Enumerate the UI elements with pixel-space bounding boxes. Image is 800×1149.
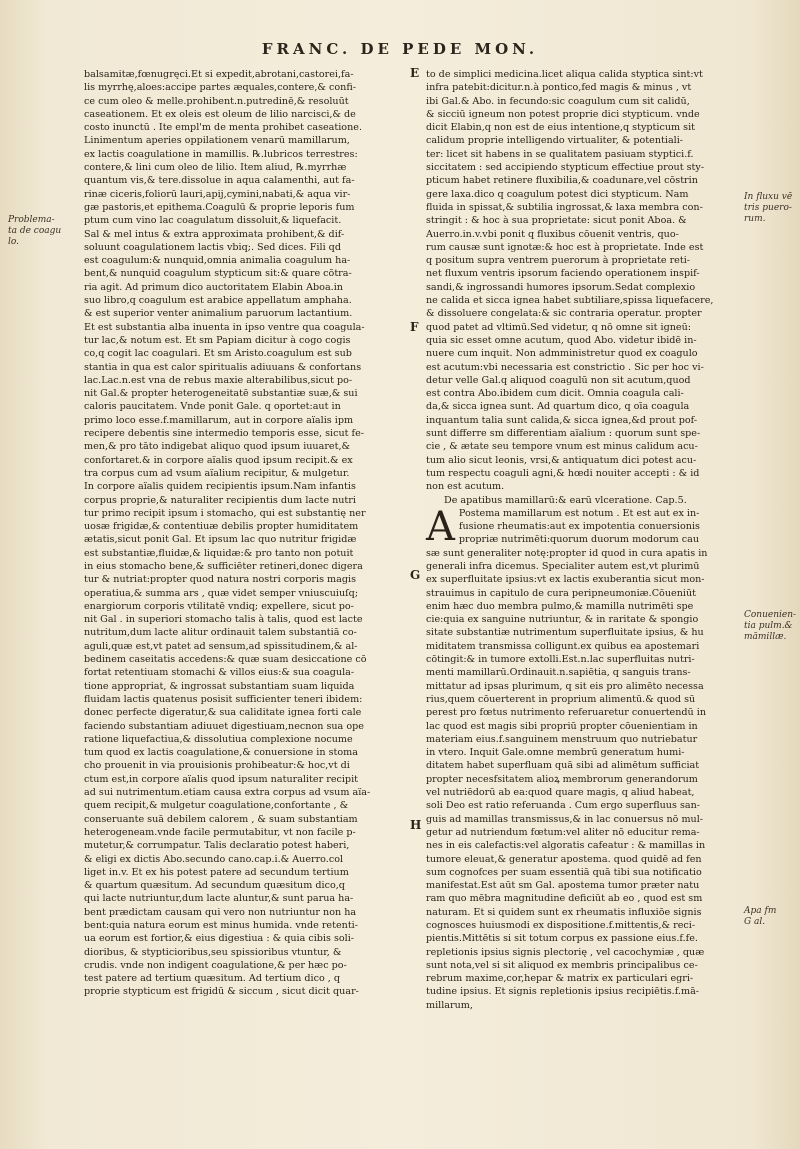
text-line: ex superfluitate ipsius:vt ex lactis exuberantia sicut mon- (426, 574, 705, 586)
text-line: propriæ nutrimēti:quorum duorum modorum cau (458, 534, 700, 546)
page-header: FRANC. DE PEDE MON. (261, 40, 539, 58)
text-line: qui lacte nutriuntur,dum lacte aluntur,& sunt parua ha- (84, 893, 354, 905)
text-line: tum respectu coaguli agni,& hœdi nouiter accepti : & id (426, 467, 700, 479)
text-line: bent:quia natura eorum est minus humida. vnde retenti- (84, 920, 358, 931)
text-line: heterogeneam.vnde facile permutabitur, vt non facile p- (84, 826, 356, 838)
text-line: test patere ad tertium quæsitum. Ad tertium dico , q (84, 973, 341, 985)
text-line: Auerro.in.v.vbi ponit q fluxibus cōuenit ventris, quo- (426, 228, 679, 240)
text-line: da,& sicca ignea sunt. Ad quartum dico, q oīa coagula (426, 401, 690, 413)
text-line: ter: licet sit habens in se qualitatem pasiuam styptici.f. (426, 148, 694, 160)
text-line: quia sic esset omne acutum, quod Abo. videtur ibidē in- (426, 334, 697, 346)
text-line: mittatur ad ipsas plurimum, q sit eis pro alimēto necessa (426, 680, 704, 692)
text-line: corpus proprie,& naturaliter recipientis dum lacte nutri (84, 494, 356, 506)
text-line: cho prouenit in via prouisionis prohibeatur:& hoc,vt di (84, 760, 350, 772)
text-line: tudine ipsius. Et signis repletionis ipsius recipiētis.f.mā- (426, 986, 700, 998)
text-line: generali infra dicemus. Specialiter autem est,vt plurimū (426, 560, 700, 572)
text-line: quantum vis,& tere.dissolue in aqua calamenthi, aut fa- (84, 175, 355, 187)
text-line: ætatis,sicut ponit Gal. Et ipsum lac quo nutritur frigidæ (84, 534, 357, 546)
text-line: materiam eius.f.sanguinem menstruum quo nutriebatur (426, 733, 698, 745)
text-line: nutritum,dum lacte alitur ordinauit talem substantiā co- (84, 627, 357, 639)
text-line: millarum, (426, 999, 473, 1011)
text-line: caseationem. Et ex oleis est oleum de lilio narcisci,& de (84, 108, 356, 120)
text-line: dioribus, & stypticioribus,seu spissioribus vtuntur, & (84, 946, 342, 958)
text-line: est substantiæ,fluidæ,& liquidæ:& pro tanto non potuit (84, 547, 354, 559)
text-line: Postema mamillarum est notum . Et est aut ex in- (458, 507, 700, 519)
text-line: tum alio sicut leonis, vrsi,& antiquatum dici potest acu- (426, 454, 697, 466)
text-line: gæ pastoris,et epithema.Coagulū & proprie leporis fum (84, 201, 355, 213)
text-line: & quartum quæsitum. Ad secundum quæsitum dico,q (84, 880, 345, 892)
text-line: getur ad nutriendum fœtum:vel aliter nō educitur rema- (426, 826, 700, 838)
text-line: ne calida et sicca ignea habet subtiliare,spissa liquefacere, (426, 295, 714, 307)
text-line: ua eorum est fortior,& eius digestiua : & quia cibis soli- (84, 933, 355, 945)
text-line: est coagulum:& nunquid,omnia animalia coagulum ha- (84, 255, 351, 267)
text-line: ibi Gal.& Abo. in fecundo:sic coagulum cum sit calidū, (426, 95, 690, 107)
section-letter-g: G (410, 568, 421, 582)
text-line: nit Gal.& propter heterogeneitatē substantiæ suæ,& sui (84, 388, 358, 400)
text-line: non est acutum. (426, 481, 505, 493)
text-line: sitate substantiæ nutrimentum superfluitate ipsius, & hu (426, 627, 704, 639)
text-line: cōtingit:& in tumore extolli.Est.n.lac superfluitas nutri- (426, 654, 695, 666)
text-line: tra corpus cum ad vsum aïalium recipitur, & mulgetur. (84, 467, 350, 479)
text-line: faciendo substantiam adiuuet digestiuam,necnon sua ope (84, 720, 364, 732)
section-letter-e: E (410, 66, 420, 80)
text-line: donec perfecte digeratur,& sua caliditate ignea forti cale (84, 707, 362, 719)
section-letter-h: H (410, 818, 422, 832)
text-line: sum cognofces per suam essentiā quā tibi sua notificatio (426, 866, 702, 878)
text-line: strauimus in capitulo de cura peripneumoniæ.Cōueniūt (426, 587, 696, 599)
text-line: calidum proprie intelligendo virtualiter, & potentiali- (426, 135, 684, 147)
text-line: gere laxa.dico q coagulum potest dici stypticum. Nam (426, 188, 689, 200)
text-line: propter necesfsitatem alioꝝ membrorum generandorum (426, 773, 698, 785)
margin-note-apa: Apa fm G al. (744, 906, 777, 927)
text-line: confortaret.& in corpore aïalis quod ipsum recipit.& ex (84, 454, 353, 466)
text-line: sunt nota,vel si sit aliquod ex membris principalibus ce- (426, 959, 698, 971)
text-line: soluunt coagulationem lactis vbiq;. Sed dices. Fili qd (84, 241, 341, 253)
text-line: & est superior venter animalium paruorum lactantium. (84, 308, 353, 320)
text-line: infra patebit:dicitur.n.à pontico,fed magis & minus , vt (426, 82, 692, 94)
text-line: quod patet ad vltimū.Sed videtur, q nō omne sit igneū: (426, 321, 691, 333)
section-letter-f: F (410, 320, 419, 334)
text-line: repletionis ipsius signis plectorię , vel cacochymiæ , quæ (426, 946, 705, 958)
text-line: ad sui nutrimentum.etiam causa extra corpus ad vsum aïa- (84, 787, 371, 799)
text-line: naturam. Et si quidem sunt ex rheumatis influxiōe signis (426, 906, 702, 918)
text-line: tum quod ex lactis coagulatione,& conuersione in stoma (84, 747, 358, 759)
text-line: tur & nutriat:propter quod natura nostri corporis magis (84, 574, 356, 586)
text-line: Sal & mel intus & extra approximata prohibent,& dif- (84, 228, 345, 240)
text-line: dicit Elabin,q non est de eius intentione,q stypticum sit (426, 122, 695, 134)
text-line: rius,quem cōuerterent in proprium alimentū.& quod sū (426, 693, 696, 705)
text-line: sandi,& ingrossandi humores ipsorum.Sedat complexio (426, 281, 696, 293)
text-line: contere,& lini cum oleo de lilio. Item aliud, ℞.myrrhæ (84, 162, 347, 174)
text-line: cie , & ætate seu tempore vnum est minus calidum acu- (426, 441, 698, 453)
text-line: stantia in qua est calor spiritualis adiuuans & confortans (84, 361, 362, 373)
text-line: perest pro fœtus nutrimento referuaretur conuertendū in (426, 707, 707, 719)
text-line: menti mamillarū.Ordinauit.n.sapiētia, q sanguis trans- (426, 667, 691, 679)
text-line: enim hæc duo membra pulmo,& mamilla nutrimēti spe (426, 600, 694, 612)
text-line: tumore eleuat,& generatur apostema. quod quidē ad fen (426, 853, 702, 865)
text-line: pientis.Mittētis si sit totum corpus ex passione eius.f.fe. (426, 933, 698, 945)
text-line: rebrum maxime,cor,hepar & matrix ex particulari egri- (426, 973, 694, 985)
text-line: fortat retentiuam stomachi & villos eius:& sua coagula- (84, 667, 355, 679)
text-line: nuere cum inquit. Non admministretur quod ex coagulo (426, 348, 698, 360)
text-line: est acutum:vbi necessaria est constrictio . Sic per hoc vi- (426, 361, 704, 373)
text-line: Linimentum aperies oppilationem venarū mamillarum, (84, 135, 350, 147)
text-line: & sicciū igneum non potest proprie dici stypticum. vnde (426, 108, 700, 120)
text-line: lac.Lac.n.est vna de rebus maxie alterabilibus,sicut po- (84, 374, 353, 386)
text-line: fluida in spissat,& subtilia ingrossat,& laxa membra con- (426, 201, 703, 213)
text-line: ptum cum vino lac coagulatum dissoluit,& liquefacit. (84, 215, 342, 227)
text-line: in vtero. Inquit Gale.omne membrū generatum humi- (426, 747, 685, 759)
text-line: men,& pro tāto indigebat aliquo quod ipsum iuuaret,& (84, 441, 351, 453)
text-line: & dissoluere congelata:& sic contraria operatur. propter (426, 308, 702, 320)
text-line: q positum supra ventrem puerorum à proprietate reti- (426, 255, 691, 267)
text-line: to de simplici medicina.licet aliqua calida styptica sint:vt (426, 69, 703, 80)
text-line: tione appropriat, & ingrossat substantiam suam liquida (84, 680, 355, 692)
text-line: In corpore aïalis quidem recipientis ipsum.Nam infantis (84, 481, 356, 493)
text-line: manifestat.Est aūt sm Gal. apostema tumor præter natu (426, 880, 700, 892)
text-line: soli Deo est ratio referuanda . Cum ergo superfluus san- (426, 800, 701, 812)
text-line: ce cum oleo & melle.prohibent.n.putredinē,& resoluūt (84, 95, 349, 107)
text-line: enargiorum corporis vtilitatē vndiq; expellere, sicut po- (84, 600, 354, 612)
text-line: cognosces huiusmodi ex dispositione.f.mittentis,& reci- (426, 920, 696, 931)
text-line: cie:quia ex sanguine nutriuntur, & in raritate & spongio (426, 614, 699, 626)
chapter-heading: De apatibus mamillarū:& earū vlceratione. Cap.5. (444, 494, 687, 506)
text-line: recipere debentis sine intermedio temporis esse, sicut fe- (84, 428, 365, 440)
text-line: vel nutriēdorū ab ea:quod quare magis, q aliud habeat, (426, 787, 695, 799)
text-line: ex lactis coagulatione in mamillis. ℞.lubricos terrestres: (84, 148, 358, 160)
text-line: bent prædictam causam qui vero non nutriuntur non ha (84, 906, 357, 918)
text-line: pticum habet retinere fluxibilia,& coadunare,vel cōstrin (426, 175, 698, 187)
text-line: rum causæ sunt ignotæ:& hoc est à proprietate. Inde est (426, 241, 704, 253)
text-line: tur primo recipit ipsum i stomacho, qui est substantię ner (84, 507, 366, 519)
text-line: nes in eis calefactis:vel algoratis cafeatur : & mamillas in (426, 840, 706, 852)
text-line: & eligi ex dictis Abo.secundo cano.cap.i.& Auerro.col (84, 853, 344, 865)
text-line: sæ sunt generaliter notę:propter id quod in cura apatis in (426, 547, 708, 559)
text-line: Et est substantia alba inuenta in ipso ventre qua coagula- (84, 321, 365, 333)
right-text-column (426, 68, 738, 1012)
text-line: bedinem caseitatis accedens:& quæ suam desiccatione cō (84, 654, 367, 666)
text-line: tur lac,& notum est. Et sm Papiam dicitur à cogo cogis (84, 334, 351, 346)
text-line: lac quod est magis sibi propriū propter cōuenientiam in (426, 720, 698, 732)
left-text-column (84, 68, 404, 999)
text-line: ctum est,in corpore aïalis quod ipsum naturaliter recipit (84, 773, 358, 785)
text-line: primo loco esse.f.mamillarum, aut in corpore aïalis ipm (84, 414, 354, 426)
text-line: inquantum talia sunt calida,& sicca ignea,&d prout pof- (426, 414, 698, 426)
text-line: sunt differre sm differentiam aïalium : quorum sunt spe- (426, 428, 701, 440)
text-line: siccitatem : sed accipiendo stypticum effectiue prout sty- (426, 162, 705, 174)
text-line: guis ad mamillas transmissus,& in lac conuersus nō mul- (426, 813, 704, 825)
text-line: quem recipit,& mulgetur coagulatione,confortante , & (84, 800, 349, 812)
text-line: uosæ frigidæ,& contentiuæ debilis propter humiditatem (84, 521, 359, 533)
text-line: nit Gal . in superiori stomacho talis à talis, quod est lacte (84, 614, 363, 626)
text-line: mutetur,& corrumpatur. Talis declaratio potest haberi, (84, 840, 350, 852)
text-line: in eius stomacho bene,& sufficiēter retineri,donec digera (84, 560, 363, 572)
text-line: lis myrrhę,aloes:accipe partes æquales,contere,& confi- (84, 82, 356, 94)
margin-note-conuenientia: Conuenien- tia pulm.& māmillæ. (744, 610, 797, 642)
text-line: liget in.v. Et ex his potest patere ad secundum tertium (84, 866, 349, 878)
text-line: proprie stypticum est frigidū & siccum , sicut dicit quar- (84, 986, 359, 998)
text-line: crudis. vnde non indigent coagulatione,& per hæc po- (84, 959, 347, 971)
text-line: ria agit. Ad primum dico auctoritatem Elabin Aboa.in (84, 281, 343, 293)
text-line: aguli,quæ est,vt patet ad sensum,ad spissitudinem,& al- (84, 640, 358, 652)
text-line: bent,& nunquid coagulum stypticum sit:& quare cōtra- (84, 268, 352, 280)
text-line: conseruante suā debilem calorem , & suam substantiam (84, 813, 358, 825)
dropcap-letter: A (426, 503, 455, 550)
text-line: caloris paucitatem. Vnde ponit Gale. q oportet:aut in (84, 401, 341, 413)
text-line: miditatem transmissa colligunt.ex quibus ea apostemari (426, 640, 700, 652)
text-line: net fluxum ventris ipsorum faciendo operationem inspif- (426, 268, 700, 280)
text-line: est contra Abo.ibidem cum dicit. Omnia coagula cali- (426, 388, 684, 400)
text-line: ditatem habet superfluam quā sibi ad alimētum sufficiat (426, 760, 700, 772)
text-line: co,q cogit lac coagulari. Et sm Aristo.coagulum est sub (84, 348, 352, 360)
text-line: suo libro,q coagulum est arabice appellatum amphaha. (84, 295, 352, 307)
text-line: fusione rheumatis:aut ex impotentia conuersionis (458, 521, 700, 533)
text-line: balsamitæ,fœnugręci.Et si expedit,abrotani,castorei,fa- (84, 69, 354, 80)
margin-note-problemata: Problema- ta de coagu lo. (8, 215, 62, 247)
text-line: fluidam lactis quatenus posisit sufficienter teneri ibidem: (84, 693, 363, 705)
text-line: operatiua,& summa ars , quæ videt semper vniuscuiuſq; (84, 587, 359, 599)
text-line: costo inunctū . Ite empl'm de menta prohibet caseatione. (84, 122, 362, 134)
text-line: detur velle Gal.q aliquod coagulū non sit acutum,quod (426, 374, 691, 386)
text-line: rinæ ciceris,foliorū lauri,apij,cymini,nabati,& aqua vir- (84, 188, 351, 200)
text-line: ratione liquefactiua,& dissolutiua complexione nocume (84, 733, 353, 745)
margin-note-fluxu: In fluxu vē tris puero- rum. (744, 192, 793, 224)
text-line: ram quo mēbra magnitudine deficiūt ab eo , quod est sm (426, 893, 703, 905)
text-line: stringit : & hoc à sua proprietate: sicut ponit Aboa. & (426, 215, 687, 227)
